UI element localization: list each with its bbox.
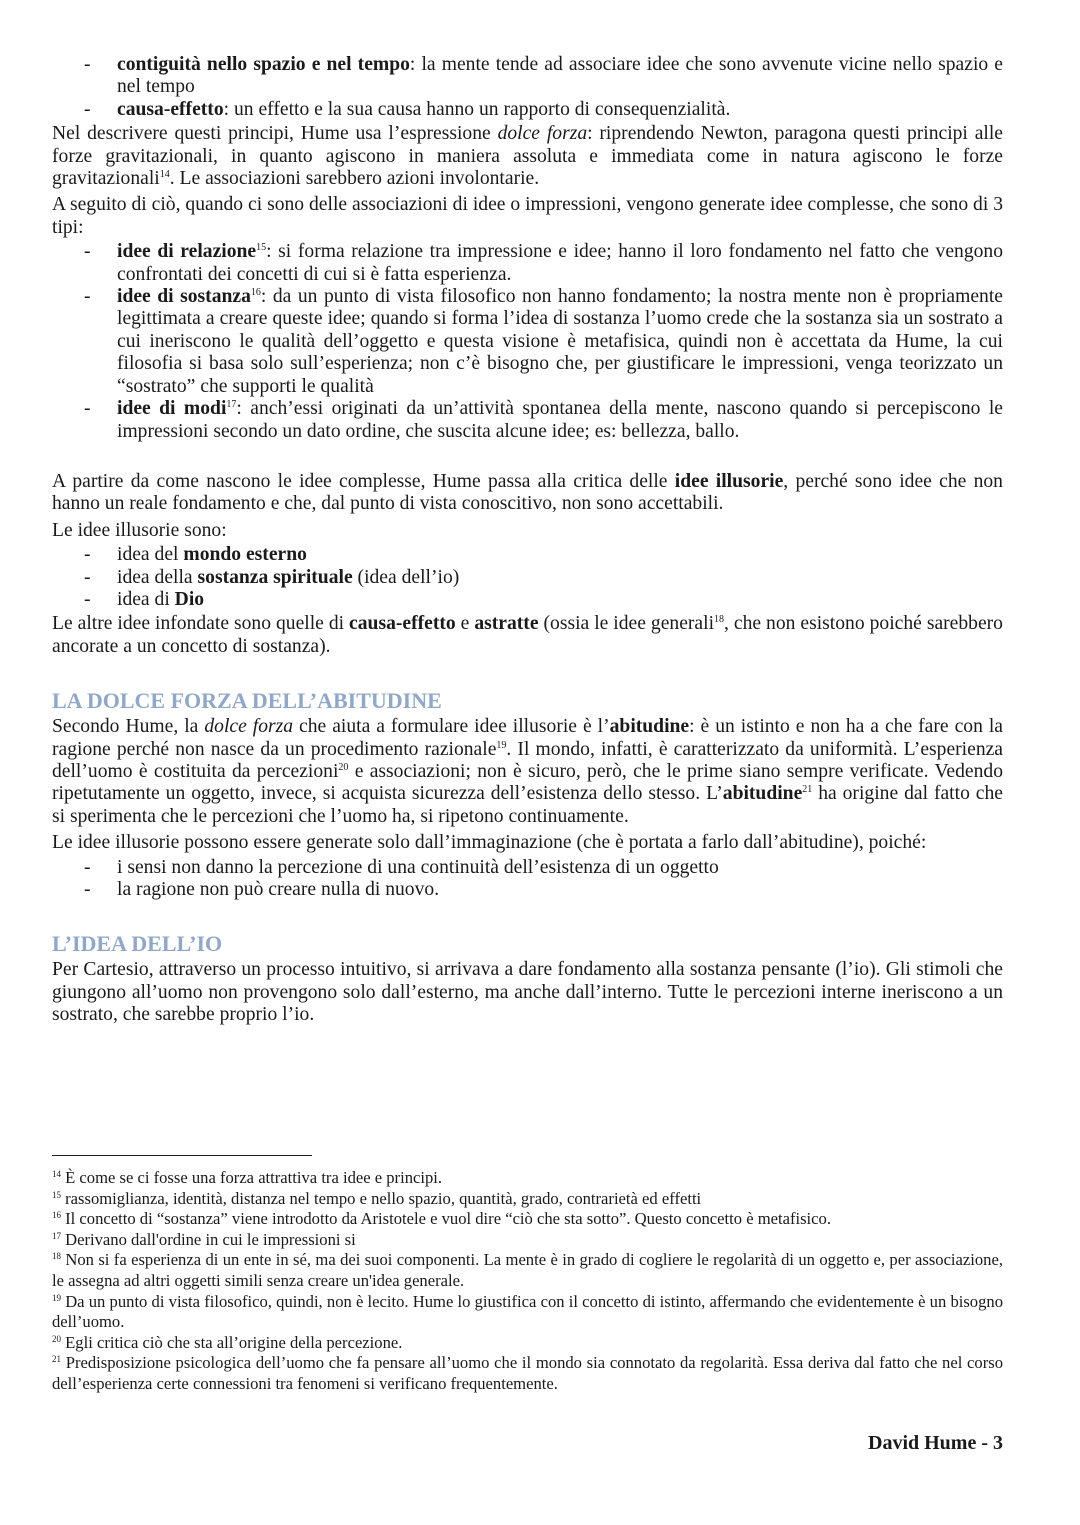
list-item: - idea del mondo esterno <box>52 544 1003 566</box>
association-principles-list <box>52 54 1003 121</box>
footnote-ref: 21 <box>802 784 813 796</box>
illusory-ideas-list <box>52 544 1003 611</box>
footnotes <box>52 1155 1003 1395</box>
list-item: - contiguità nello spazio e nel tempo: la mente tende ad associare idee che sono avvenute vicine nello spazio e nel tempo <box>52 54 1003 99</box>
footnote-ref: 16 <box>250 287 261 299</box>
footnote: $^{18}$ Non si fa esperienza di un ente in sé, ma dei suoi componenti. La mente è in grado di cogliere le regolarità di un oggetto e, per associazione, le assegna ad altri oggetti simili senza creare un'idea generale. <box>52 1250 1003 1290</box>
paragraph-illusory-ideas: A partire da come nascono le idee complesse, Hume passa alla critica delle idee illusorie, perché sono idee che non hanno un reale fondamento e che, dal punto di vista conoscitivo, non sono accettabili. <box>52 470 1003 515</box>
list-item: - la ragione non può creare nulla di nuovo. <box>52 879 1003 901</box>
list-item: - idee di relazione$^{15}$: si forma relazione tra impressione e idee; hanno il loro fondamento nel fatto che vengono confrontati dei concetti di cui si è fatta esperienza. <box>52 241 1003 286</box>
paragraph-complex-ideas: A seguito di ciò, quando ci sono delle associazioni di idee o impressioni, vengono generate idee complesse, che sono di 3 tipi: <box>52 194 1003 238</box>
section-heading-habit: LA DOLCE FORZA DELL’ABITUDINE <box>52 688 442 714</box>
paragraph-io: Per Cartesio, attraverso un processo intuitivo, si arrivava a dare fondamento alla sostanza pensante (l’io). Gli stimoli che giungono all’uomo non provengono solo dall’esterno, ma anche dall’interno. Tutte le percezioni interne ineriscono a un sostrato, che sarebbe proprio l’io. <box>52 959 1003 1026</box>
page-footer: David Hume - 3 <box>868 1432 1003 1454</box>
list-item: - causa-effetto: un effetto e la sua causa hanno un rapporto di consequenzialità. <box>52 99 1003 121</box>
footnote: $^{14}$ È come se ci fosse una forza attrattiva tra idee e principi. <box>52 1168 443 1187</box>
list-item: - idee di sostanza$^{16}$: da un punto di vista filosofico non hanno fondamento; la nostra mente non è propriamente legittimata a creare queste idee; quando si forma l’idea di sostanza l’uomo crede che la sostanza sia un sostrato a cui ineriscono le qualità dell’oggetto e questa visione è metafisica, quindi non è accettata da Hume, la cui filosofia si basa solo sull’esperienza; non c’è bisogno che, per giustificare le impressioni, venga teorizzato un “sostrato” che supporti le qualità <box>52 286 1003 398</box>
complex-ideas-list <box>52 241 1003 443</box>
footnote: $^{21}$ Predisposizione psicologica dell’uomo che fa pensare all’uomo che il mondo sia connotato da regolarità. Essa deriva dal fatto che nel corso dell’esperienza certe connessioni tra fenomeni si verificano frequentemente. <box>52 1353 1003 1393</box>
footnote-ref: 20 <box>338 761 349 773</box>
paragraph-illusory-intro: Le idee illusorie sono: <box>52 519 227 541</box>
footnote-ref: 18 <box>714 614 725 626</box>
paragraph-imagination: Le idee illusorie possono essere generate solo dall’immaginazione (che è portata a farlo dall’abitudine), poiché: <box>52 832 927 854</box>
footnote-ref: 15 <box>256 242 267 254</box>
imagination-reasons-list <box>52 857 1003 902</box>
footnote: $^{17}$ Derivano dall'ordine in cui le impressioni si <box>52 1229 356 1249</box>
footnote: $^{15}$ rassomiglianza, identità, distanza nel tempo e nello spazio, quantità, grado, contrarietà ed effetti <box>52 1188 702 1208</box>
footnote: $^{16}$ Il concetto di “sostanza” viene introdotto da Aristotele e vuol dire “ciò che sta sotto”. Questo concetto è metafisico. <box>52 1209 831 1229</box>
paragraph-dolce-forza: Nel descrivere questi principi, Hume usa l’espressione dolce forza: riprendendo Newton, paragona questi principi alle forze gravitazionali, in quanto agiscono in maniera assoluta e immediata come in natura agiscono le forze gravitazionali$^{14}$. Le associazioni sarebbero azioni involontarie. <box>52 123 1003 190</box>
section-heading-io: L’IDEA DELL’IO <box>52 931 223 957</box>
footnote: $^{20}$ Egli critica ciò che sta all’origine della percezione. <box>52 1332 403 1352</box>
paragraph-habit: Secondo Hume, la dolce forza che aiuta a formulare idee illusorie è l’abitudine: è un istinto e non ha a che fare con la ragione perché non nasce da un procedimento razionale$^{19}$. Il mondo, infatti, è caratterizzato da uniformità. L’esperienza dell’uomo è costituita da percezioni$^{20}$ e associazioni; non è sicuro, però, che le prime siano sempre verificate. Vedendo ripetutamente un oggetto, invece, si acquista sicurezza dell’esistenza dello stesso. L’abitudine$^{21}$ ha origine dal fatto che si sperimenta che le percezioni che l’uomo ha, si ripetono continuamente. <box>52 716 1004 827</box>
footnote-ref: 14 <box>159 169 170 181</box>
footnote-ref: 19 <box>496 739 507 751</box>
main-text <box>52 52 1003 1027</box>
list-item: - idea di Dio <box>52 589 1003 611</box>
paragraph-other-ideas: Le altre idee infondate sono quelle di causa-effetto e astratte (ossia le idee generali$^{18}$, che non esistono poiché sarebbero ancorate a un concetto di sostanza). <box>52 613 1003 657</box>
list-item: - idee di modi$^{17}$: anch’essi originati da un’attività spontanea della mente, nascono quando si percepiscono le impressioni secondo un dato ordine, che suscita alcune idee; es: bellezza, ballo. <box>52 398 1003 443</box>
footnote-divider <box>52 1155 312 1156</box>
footnote: $^{19}$ Da un punto di vista filosofico, quindi, non è lecito. Hume lo giustifica con il concetto di istinto, affermando che evidentemente è un bisogno dell’uomo. <box>52 1291 1003 1332</box>
list-item: - i sensi non danno la percezione di una continuità dell’esistenza di un oggetto <box>52 857 1003 879</box>
footnote-ref: 17 <box>226 399 237 411</box>
list-item: - idea della sostanza spirituale (idea dell’io) <box>52 567 1003 589</box>
